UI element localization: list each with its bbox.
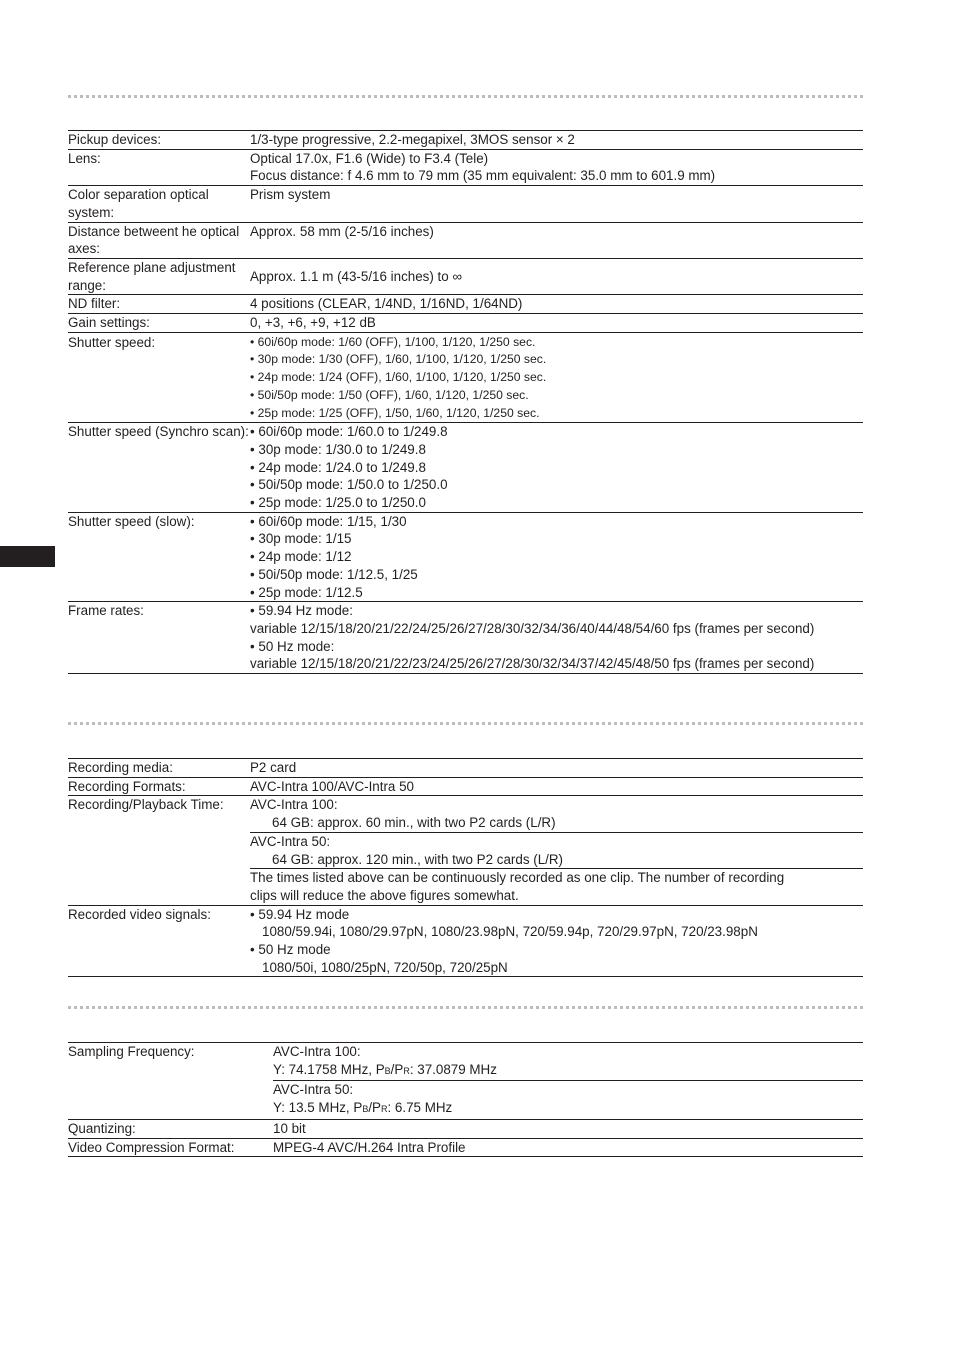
spec-value: MPEG-4 AVC/H.264 Intra Profile	[273, 1138, 863, 1157]
spec-label: Recording media:	[68, 759, 250, 778]
spec-label: Shutter speed:	[68, 332, 250, 423]
section-divider	[68, 1006, 863, 1009]
recording-spec-table	[68, 758, 863, 977]
spec-value: • 60i/60p mode: 1/60.0 to 1/249.8 • 30p mode: 1/30.0 to 1/249.8 • 24p mode: 1/24.0 to 1/249.8 • 50i/50p mode: 1/50.0 to 1/250.0 • 25p mode: 1/25.0 to 1/250.0	[250, 423, 863, 513]
spec-row	[68, 314, 863, 333]
spec-value: • 60i/60p mode: 1/60 (OFF), 1/100, 1/120, 1/250 sec. • 30p mode: 1/30 (OFF), 1/60, 1/100, 1/120, 1/250 sec. • 24p mode: 1/24 (OFF), 1/60, 1/100, 1/120, 1/250 sec. • 50i/50p mode: 1/50 (OFF), 1/60, 1/120, 1/250 sec. • 25p mode: 1/25 (OFF), 1/50, 1/60, 1/120, 1/250 sec.	[250, 332, 863, 423]
spec-label: Color separation optical system:	[68, 186, 250, 222]
spec-row	[68, 1043, 863, 1081]
spec-value: Optical 17.0x, F1.6 (Wide) to F3.4 (Tele) Focus distance: f 4.6 mm to 79 mm (35 mm equivalent: 35.0 mm to 601.9 mm)	[250, 149, 863, 185]
spec-row	[68, 149, 863, 185]
camera-spec-table	[68, 130, 863, 674]
spec-row	[68, 258, 863, 294]
section-divider	[68, 722, 863, 725]
spec-label: Shutter speed (Synchro scan):	[68, 423, 250, 513]
spec-value: AVC-Intra 50: Y: 13.5 MHz, PB/PR: 6.75 MHz	[273, 1081, 863, 1119]
spec-label: Shutter speed (slow):	[68, 512, 250, 602]
spec-value: AVC-Intra 100: 64 GB: approx. 60 min., with two P2 cards (L/R)	[250, 796, 863, 832]
spec-value: Approx. 1.1 m (43-5/16 inches) to ∞	[250, 258, 863, 294]
section-divider	[68, 95, 863, 98]
spec-row	[68, 1119, 863, 1138]
spec-row	[68, 905, 863, 977]
spec-value: • 59.94 Hz mode: variable 12/15/18/20/21/22/24/25/26/27/28/30/32/34/36/40/44/48/54/60 fps (frames per second) • 50 Hz mode: variable 12/15/18/20/21/22/23/24/25/26/27/28/30/32/34/37/42/45/48/50 fps (frames per second)	[250, 602, 863, 674]
spec-label: Frame rates:	[68, 602, 250, 674]
spec-value: AVC-Intra 100: Y: 74.1758 MHz, PB/PR: 37.0879 MHz	[273, 1043, 863, 1081]
spec-row	[68, 186, 863, 222]
spec-value: AVC-Intra 50: 64 GB: approx. 120 min., with two P2 cards (L/R)	[250, 832, 863, 868]
spec-label: Video Compression Format:	[68, 1138, 273, 1157]
spec-value: 0, +3, +6, +9, +12 dB	[250, 314, 863, 333]
spec-label: Quantizing:	[68, 1119, 273, 1138]
spec-label: ND filter:	[68, 295, 250, 314]
spec-label: Recording Formats:	[68, 777, 250, 796]
spec-note: The times listed above can be continuously recorded as one clip. The number of recording clips will reduce the above figures somewhat.	[250, 869, 863, 905]
spec-value: • 59.94 Hz mode 1080/59.94i, 1080/29.97pN, 1080/23.98pN, 720/59.94p, 720/29.97pN, 720/23.98pN • 50 Hz mode 1080/50i, 1080/25pN, 720/50p, 720/25pN	[250, 905, 863, 977]
spec-value: Approx. 58 mm (2-5/16 inches)	[250, 222, 863, 258]
spec-row	[68, 512, 863, 602]
spec-value: P2 card	[250, 759, 863, 778]
spec-row	[68, 131, 863, 150]
spec-label: Lens:	[68, 149, 250, 185]
spec-row	[68, 777, 863, 796]
spec-row	[68, 602, 863, 674]
spec-label: Distance betweent he optical axes:	[68, 222, 250, 258]
spec-value: 4 positions (CLEAR, 1/4ND, 1/16ND, 1/64ND)	[250, 295, 863, 314]
spec-value: 1/3-type progressive, 2.2-megapixel, 3MOS sensor × 2	[250, 131, 863, 150]
spec-label: Pickup devices:	[68, 131, 250, 150]
spec-row	[68, 222, 863, 258]
spec-row	[68, 423, 863, 513]
spec-row	[68, 1138, 863, 1157]
spec-row	[68, 295, 863, 314]
spec-label: Gain settings:	[68, 314, 250, 333]
video-spec-table	[68, 1042, 863, 1157]
spec-row	[68, 796, 863, 832]
spec-value: Prism system	[250, 186, 863, 222]
spec-value: • 60i/60p mode: 1/15, 1/30 • 30p mode: 1/15 • 24p mode: 1/12 • 50i/50p mode: 1/12.5, 1/25 • 25p mode: 1/12.5	[250, 512, 863, 602]
spec-label: Reference plane adjustment range:	[68, 258, 250, 294]
spec-row	[68, 332, 863, 423]
spec-label: Sampling Frequency:	[68, 1043, 273, 1120]
spec-label: Recording/Playback Time:	[68, 796, 250, 905]
spec-label: Recorded video signals:	[68, 905, 250, 977]
side-tab-marker	[0, 546, 55, 567]
spec-value: AVC-Intra 100/AVC-Intra 50	[250, 777, 863, 796]
spec-row	[68, 759, 863, 778]
spec-value: 10 bit	[273, 1119, 863, 1138]
